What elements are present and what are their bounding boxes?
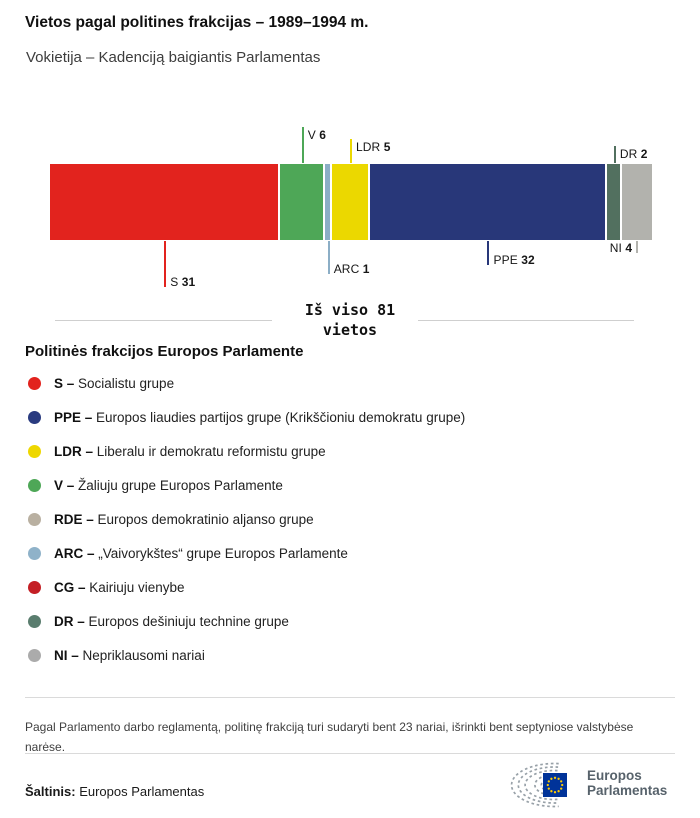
seats-stacked-bar-chart xyxy=(0,0,700,300)
legend-item-v xyxy=(25,468,680,502)
total-seats-label xyxy=(0,300,700,340)
legend-label: V – Žaliuju grupe Europos Parlamente xyxy=(54,477,283,493)
bar-label-ldr: LDR 5 xyxy=(356,140,391,154)
divider-bottom xyxy=(25,753,675,754)
total-seats-line2: vietos xyxy=(322,321,378,339)
legend-item-ni xyxy=(25,638,680,672)
bar-segment-ni xyxy=(622,164,652,240)
legend-heading: Politinės frakcijos Europos Parlamente xyxy=(25,343,304,360)
stacked-bar xyxy=(50,164,652,240)
bar-segment-ldr xyxy=(332,164,367,240)
legend-label: DR – Europos dešiniuju technine grupe xyxy=(54,613,289,629)
tick-ppe xyxy=(487,241,489,265)
logo-line1: Europos xyxy=(587,768,642,783)
tick-dr xyxy=(614,146,616,163)
legend-item-cg xyxy=(25,570,680,604)
legend-label: RDE – Europos demokratinio aljanso grupe xyxy=(54,511,314,527)
legend-dot-v xyxy=(28,479,41,492)
source-line xyxy=(25,784,204,799)
legend-label: NI – Nepriklausomi nariai xyxy=(54,647,205,663)
legend-label: LDR – Liberalu ir demokratu reformistu grupe xyxy=(54,443,326,459)
hemicycle-eu-flag-icon xyxy=(508,756,574,810)
legend-label: PPE – Europos liaudies partijos grupe (Krikščioniu demokratu grupe) xyxy=(54,409,466,425)
legend-dot-rde xyxy=(28,513,41,526)
legend-dot-ni xyxy=(28,649,41,662)
logo-line2: Parlamentas xyxy=(587,783,668,798)
tick-ldr xyxy=(350,139,352,163)
bar-segment-ppe xyxy=(370,164,606,240)
legend-label: S – Socialistu grupe xyxy=(54,375,175,391)
bar-segment-dr xyxy=(607,164,620,240)
source-label: Šaltinis: xyxy=(25,784,76,799)
legend-dot-ppe xyxy=(28,411,41,424)
legend-label: ARC – „Vaivorykštes“ grupe Europos Parlamente xyxy=(54,545,348,561)
tick-v xyxy=(302,127,304,163)
legend-item-dr xyxy=(25,604,680,638)
divider-top xyxy=(25,697,675,698)
total-seats-block xyxy=(0,300,700,344)
bar-segment-s xyxy=(50,164,278,240)
legend-item-arc xyxy=(25,536,680,570)
legend-item-ppe xyxy=(25,400,680,434)
bar-segment-v xyxy=(280,164,323,240)
page-title: Vietos pagal politines frakcijas – 1989–1994 m. xyxy=(25,14,369,31)
tick-ni xyxy=(636,241,638,253)
tick-s xyxy=(164,241,166,287)
eu-flag xyxy=(543,773,567,797)
legend xyxy=(25,366,680,672)
source-value: Europos Parlamentas xyxy=(79,784,205,799)
legend-dot-ldr xyxy=(28,445,41,458)
legend-label: CG – Kairiuju vienybe xyxy=(54,579,185,595)
tick-arc xyxy=(328,241,330,274)
legend-item-s xyxy=(25,366,680,400)
legend-item-rde xyxy=(25,502,680,536)
bar-label-v: V 6 xyxy=(307,128,327,142)
bar-label-ppe: PPE 32 xyxy=(493,253,535,267)
bar-label-s: S 31 xyxy=(170,275,196,289)
bar-label-dr: DR 2 xyxy=(619,147,648,161)
page-subtitle: Vokietija – Kadenciją baigiantis Parlamentas xyxy=(26,49,321,66)
legend-dot-dr xyxy=(28,615,41,628)
logo-wordmark xyxy=(587,768,667,798)
legend-dot-arc xyxy=(28,547,41,560)
legend-dot-s xyxy=(28,377,41,390)
footnote-text: Pagal Parlamento darbo reglamentą, politinę frakciją turi sudaryti bent 23 nariai, išrinkti bent septyniose valstybėse narėse. xyxy=(25,720,634,754)
legend-item-ldr xyxy=(25,434,680,468)
bar-segment-arc xyxy=(325,164,330,240)
total-seats-line1: Iš viso 81 xyxy=(304,301,396,319)
legend-dot-cg xyxy=(28,581,41,594)
bar-label-ni: NI 4 xyxy=(609,241,633,255)
bar-label-arc: ARC 1 xyxy=(333,262,370,276)
european-parliament-logo xyxy=(508,756,667,810)
